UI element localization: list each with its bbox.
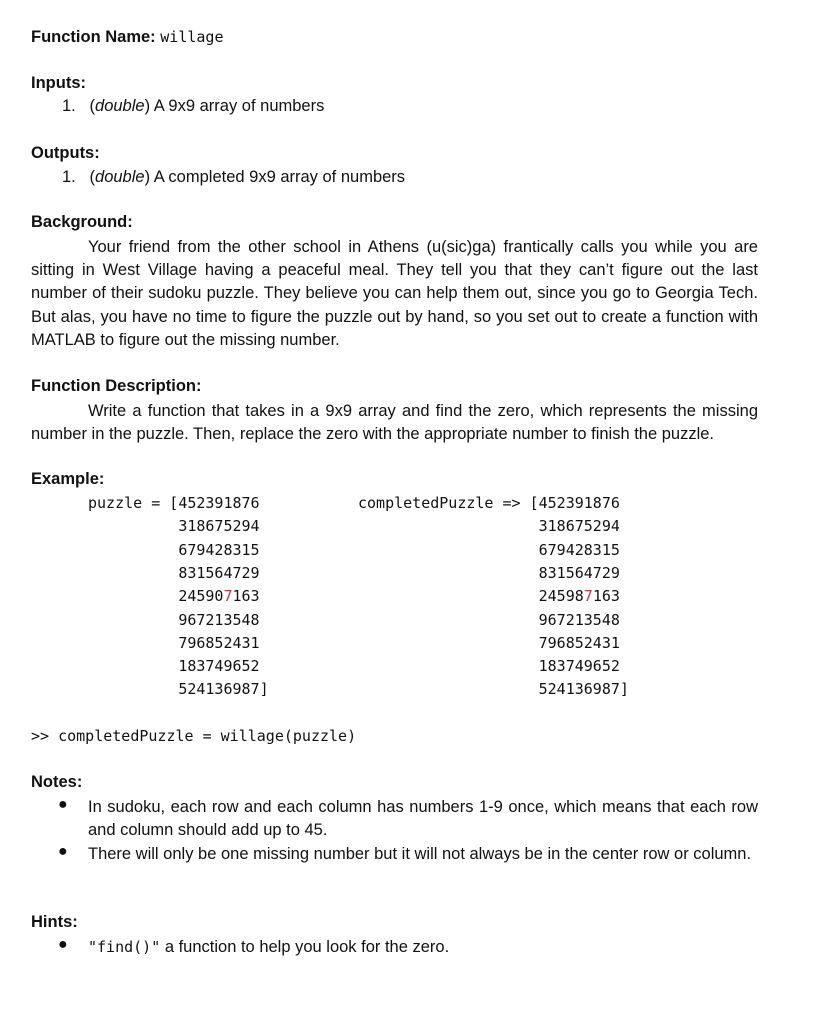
input-type: double [95,97,145,115]
matrix-row: 967213548 [178,610,260,629]
matrix-row: 796852431 [178,633,260,652]
inputs-heading: Inputs: [31,74,86,92]
matrix-row: 679428315 [178,540,260,559]
hints-heading: Hints: [31,913,78,931]
matrix-row: 524136987] [178,680,269,699]
matrix-row: 318675294 [538,517,620,536]
notes-item-2 [31,843,758,889]
output-type: double [95,168,145,186]
background-heading: Background: [31,213,133,231]
matrix-row: 796852431 [538,633,620,652]
highlighted-digit: 7 [583,587,593,606]
outputs-item-1: 1. (double) A completed 9x9 array of numbers [62,168,406,186]
function-name-value: willage [160,28,224,46]
completed-label: completedPuzzle => [ [358,494,539,512]
command-line: >> completedPuzzle = willage(puzzle) [31,727,357,745]
output-description: A completed 9x9 array of numbers [153,168,406,186]
matrix-row: 183749652 [178,657,260,676]
matrix-row: 245987163 [538,587,620,606]
outputs-heading: Outputs: [31,144,100,162]
background-paragraph [31,236,758,352]
matrix-row: 245907163 [178,587,260,606]
function-description-text: Write a function that takes in a 9x9 array and find the zero, which represents the missing number in the puzzle. Then, replace the zero with the appropriate number to finish the puzzle. [31,402,758,444]
hints-item-1 [31,936,758,960]
bullet-icon: ● [58,796,68,813]
puzzle-label: puzzle = [ [88,494,179,512]
matrix-row: 452391876 [538,494,620,512]
example-heading: Example: [31,470,105,488]
matrix-close-bracket: ] [259,680,269,699]
inputs-item-1: 1. (double) A 9x9 array of numbers [62,97,325,115]
input-description: A 9x9 array of numbers [153,97,325,115]
hint-code: "find()" [88,938,161,956]
matrix-close-bracket: ] [619,680,629,699]
function-description-paragraph [31,400,758,446]
function-name-label: Function Name: [31,28,156,46]
function-name-line [31,28,223,47]
matrix-row: 831564729 [538,563,620,582]
matrix-row: 524136987] [538,680,629,699]
note-text: In sudoku, each row and each column has numbers 1-9 once, which means that each row and column should add up to 45. [88,798,758,840]
matrix-row: 318675294 [178,517,260,536]
bullet-icon: ● [58,936,68,953]
list-number: 1. [62,97,76,115]
function-description-heading: Function Description: [31,377,202,395]
matrix-row: 183749652 [538,657,620,676]
notes-heading: Notes: [31,773,83,791]
matrix-row: 831564729 [178,563,260,582]
list-number: 1. [62,168,76,186]
note-text: There will only be one missing number but it will not always be in the center row or column. [88,845,752,863]
hint-text [88,936,758,959]
notes-item-1 [31,796,758,842]
matrix-row: 967213548 [538,610,620,629]
matrix-row: 452391876 [178,494,260,512]
highlighted-digit: 7 [223,587,233,606]
hint-description: a function to help you look for the zero. [160,938,450,956]
bullet-icon: ● [58,843,68,860]
matrix-row: 679428315 [538,540,620,559]
background-text: Your friend from the other school in Athens (u(sic)ga) frantically calls you while you are sitting in West Village having a peaceful meal. They tell you that they can’t figure out the last number of their sudoku puzzle. They believe you can help them out, since you go to Georgia Tech. But alas, you have no time to figure the puzzle out by hand, so you set out to create a function with MATLAB to figure out the missing number. [31,238,758,349]
